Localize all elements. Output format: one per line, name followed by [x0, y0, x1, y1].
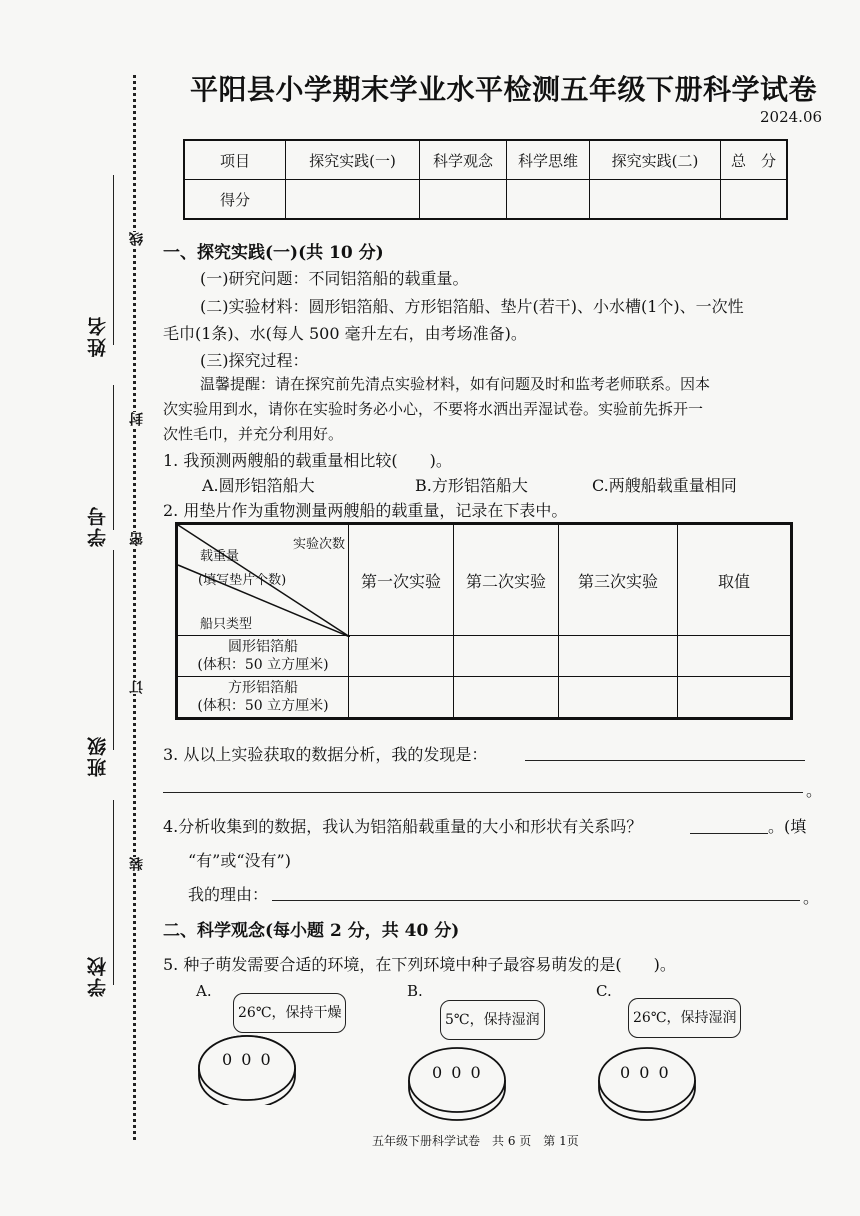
column-header: 第三次实验: [559, 524, 678, 636]
score-table: [183, 139, 788, 220]
score-header-cell: 项目: [184, 140, 286, 180]
q4-fill-hint: 。(填: [768, 817, 807, 836]
class-label: 班级: [87, 735, 109, 777]
seeds-c: 0 0 0: [620, 1063, 671, 1082]
materials-line-1: (二)实验材料：圆形铝箔船、方形铝箔船、垫片(若干)、小水槽(1个)、一次性: [200, 297, 744, 316]
row-name: 方形铝箔船: [228, 680, 298, 696]
score-header-cell: 科学观念: [420, 140, 507, 180]
score-row: [184, 180, 787, 220]
question-5: 5. 种子萌发需要合适的环境，在下列环境中种子最容易萌发的是( )。: [163, 955, 676, 974]
corner-label-times: 实验次数: [293, 537, 346, 552]
q1-option-a[interactable]: A.圆形铝箔船大: [202, 476, 315, 495]
page-footer: 五年级下册科学试卷 共 6 页 第 1页: [372, 1134, 579, 1148]
table-row: [177, 677, 792, 719]
page-title: 平阳县小学期末学业水平检测五年级下册科学试卷: [190, 73, 818, 106]
corner-label-type: 船只类型: [200, 617, 253, 632]
score-cell[interactable]: [721, 180, 788, 220]
table-cell[interactable]: [559, 677, 678, 719]
q4-reason-label: 我的理由：: [188, 885, 269, 904]
column-header: 第二次实验: [454, 524, 559, 636]
score-cell[interactable]: [286, 180, 420, 220]
q5-option-a-letter[interactable]: A.: [196, 982, 212, 1000]
q1-option-b[interactable]: B.方形铝箔船大: [415, 476, 528, 495]
column-header: 取值: [678, 524, 792, 636]
row-volume: (体积：50 立方厘米): [197, 657, 329, 673]
q4-period: 。: [803, 888, 820, 907]
score-header-cell: 探究实践(一): [286, 140, 420, 180]
research-question: (一)研究问题：不同铝箔船的载重量。: [200, 269, 469, 288]
tip-line-1: 温馨提醒：请在探究前先清点实验材料，如有问题及时和监考老师联系。因本: [200, 375, 711, 393]
q1-option-c[interactable]: C.两艘船载重量相同: [592, 476, 737, 495]
table-cell[interactable]: [349, 636, 454, 677]
seeds-b: 0 0 0: [432, 1063, 483, 1082]
question-2: 2. 用垫片作为重物测量两艘船的载重量，记录在下表中。: [163, 501, 568, 520]
binding-mark-feng: 封: [129, 412, 145, 426]
score-row-label: 得分: [184, 180, 286, 220]
school-label: 学校: [87, 955, 109, 997]
score-cell[interactable]: [420, 180, 507, 220]
materials-line-2: 毛巾(1条)、水(每人 500 毫升左右，由考场准备)。: [163, 324, 527, 343]
q3-period: 。: [806, 781, 823, 800]
table-cell[interactable]: [678, 636, 792, 677]
table-cell[interactable]: [559, 636, 678, 677]
score-header-cell: 探究实践(二): [590, 140, 721, 180]
score-cell[interactable]: [590, 180, 721, 220]
question-4: 4.分析收集到的数据，我认为铝箔船载重量的大小和形状有关系吗？: [163, 817, 643, 836]
table-cell[interactable]: [454, 677, 559, 719]
row-name: 圆形铝箔船: [228, 639, 298, 655]
bubble-c: 26℃，保持湿润: [628, 998, 741, 1038]
tip-line-2: 次实验用到水，请你在实验时务必小心，不要将水洒出弄湿试卷。实验前先拆开一: [163, 400, 704, 418]
table-row: [177, 636, 792, 677]
name-field[interactable]: [113, 175, 114, 345]
tip-line-3: 次性毛巾，并充分利用好。: [163, 425, 344, 443]
table-cell[interactable]: [349, 677, 454, 719]
q4-answer-blank[interactable]: [690, 833, 768, 834]
corner-label-load: 载重量: [200, 549, 240, 564]
class-field[interactable]: [113, 550, 114, 750]
q5-option-b-letter[interactable]: B.: [407, 982, 423, 1000]
column-header: 第一次实验: [349, 524, 454, 636]
row-volume: (体积：50 立方厘米): [197, 698, 329, 714]
section-2-heading: 二、科学观念(每小题 2 分，共 40 分): [163, 921, 460, 941]
row-label-square: [177, 677, 349, 719]
experiment-header-row: [177, 524, 792, 636]
q5-option-c-letter[interactable]: C.: [596, 982, 612, 1000]
table-cell[interactable]: [454, 636, 559, 677]
score-header-cell: 总 分: [721, 140, 788, 180]
number-label: 学号: [87, 505, 109, 547]
q3-answer-line-2[interactable]: [163, 792, 803, 793]
seeds-a: 0 0 0: [222, 1050, 273, 1069]
diagonal-header-cell: [177, 524, 349, 636]
score-header-row: [184, 140, 787, 180]
number-field[interactable]: [113, 385, 114, 530]
section-1-heading: 一、探究实践(一)(共 10 分): [163, 243, 384, 263]
experiment-table: [175, 522, 793, 720]
binding-mark-xian: 线: [129, 232, 145, 246]
binding-mark-zhuang: 装: [129, 857, 145, 871]
exam-date: 2024.06: [760, 108, 823, 126]
name-label: 姓名: [87, 315, 109, 357]
bubble-b: 5℃，保持湿润: [440, 1000, 545, 1040]
binding-mark-mi: 密: [129, 532, 145, 546]
school-field[interactable]: [113, 800, 114, 985]
score-cell[interactable]: [507, 180, 590, 220]
score-header-cell: 科学思维: [507, 140, 590, 180]
bubble-a: 26℃，保持干燥: [233, 993, 346, 1033]
row-label-round: [177, 636, 349, 677]
q4-hint: “有”或“没有”): [188, 851, 291, 870]
binding-mark-ding: 订: [129, 680, 145, 694]
corner-label-unit: (填写垫片个数): [198, 573, 287, 588]
table-cell[interactable]: [678, 677, 792, 719]
q3-answer-line-1[interactable]: [525, 760, 805, 761]
question-3: 3. 从以上实验获取的数据分析，我的发现是：: [163, 745, 488, 764]
process-label: (三)探究过程：: [200, 351, 309, 370]
q4-reason-line[interactable]: [272, 900, 800, 901]
question-1: 1. 我预测两艘船的载重量相比较( )。: [163, 451, 452, 470]
